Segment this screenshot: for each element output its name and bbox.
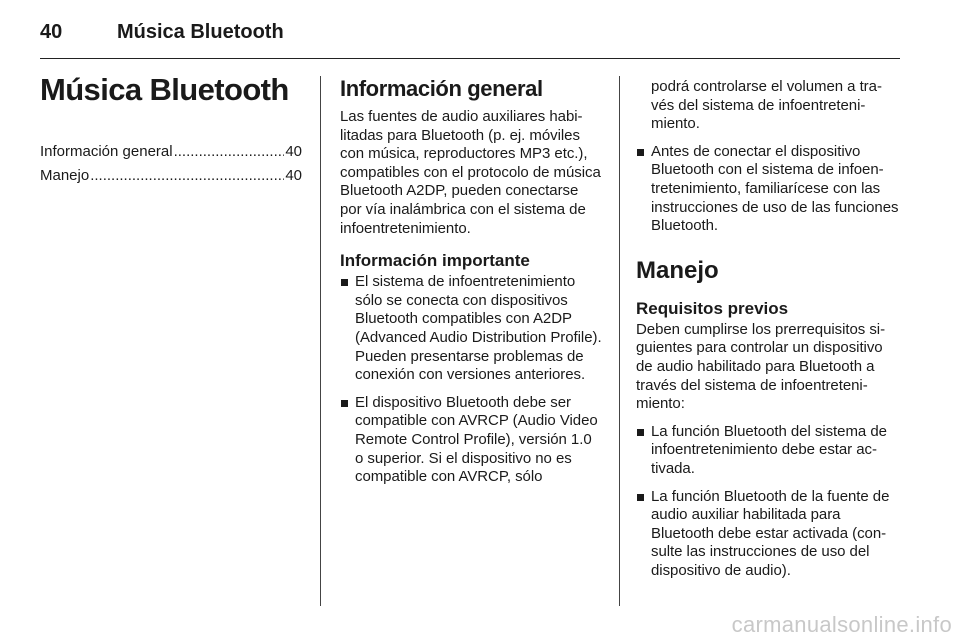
bullet-list-important xyxy=(340,273,602,487)
heading-important: Información importante xyxy=(340,251,530,271)
column-manejo xyxy=(636,78,900,589)
heading-requisitos: Requisitos previos xyxy=(636,298,789,318)
paragraph-general: Las fuentes de audio auxiliares habilitadas para Bluetooth (p. ej. móviles con música, reproductores MP3 etc.), compatibles con el protocolo de música Bluetooth A2DP, pueden conectarse por vía inalámbrica con el sistema de infoentretenimiento. xyxy=(340,108,601,237)
chapter-title: Música Bluetooth xyxy=(40,72,289,107)
toc-entry-general[interactable] xyxy=(40,140,302,164)
continuation-text: podrá controlarse el volumen a través del sistema de infoentretenimiento. xyxy=(651,78,882,133)
page-number: 40 xyxy=(40,20,63,43)
heading-manejo: Manejo xyxy=(636,256,719,284)
column-divider-1 xyxy=(320,76,321,606)
toc-leader xyxy=(174,140,285,164)
list-item: Antes de conectar el dispositivo Bluetooth con el sistema de infoentretenimiento, familiarícese con las instrucciones de uso de las funciones Bluetooth. xyxy=(636,143,900,236)
toc-label: Manejo xyxy=(40,167,90,184)
column-toc xyxy=(40,70,302,188)
toc-entry-manejo[interactable] xyxy=(40,164,302,188)
bullet-list-bottom xyxy=(636,423,900,581)
bullet-list-top xyxy=(636,143,900,236)
column-general xyxy=(340,70,602,496)
toc-page: 40 xyxy=(285,143,302,160)
watermark: carmanualsonline.info xyxy=(731,612,952,637)
toc-label: Información general xyxy=(40,143,173,160)
list-item: La función Bluetooth del sistema de infoentretenimiento debe estar activada. xyxy=(636,423,900,479)
paragraph-requisitos: Deben cumplirse los prerrequisitos siguientes para controlar un dispositivo de audio habilitado para Bluetooth a través del sistema de infoentretenimiento: xyxy=(636,320,886,413)
toc-leader xyxy=(90,164,284,188)
list-item: La función Bluetooth de la fuente de audio auxiliar habilitada para Bluetooth debe estar activada (consulte las instrucciones de uso del dispositivo de audio). xyxy=(636,488,900,581)
header-rule xyxy=(40,58,900,59)
list-item: El dispositivo Bluetooth debe ser compatible con AVRCP (Audio Video Remote Control Profile), versión 1.0 o superior. Si el dispositivo no es compatible con AVRCP, sólo xyxy=(340,394,602,487)
header-title: Música Bluetooth xyxy=(117,20,284,43)
page-header xyxy=(40,17,284,47)
toc-page: 40 xyxy=(285,167,302,184)
list-item: El sistema de infoentretenimiento sólo se conecta con dispositivos Bluetooth compatibles con A2DP (Advanced Audio Distribution Profile). Pueden presentarse problemas de conexión con versiones anteriores. xyxy=(340,273,602,385)
column-divider-2 xyxy=(619,76,620,606)
heading-general: Información general xyxy=(340,76,543,101)
